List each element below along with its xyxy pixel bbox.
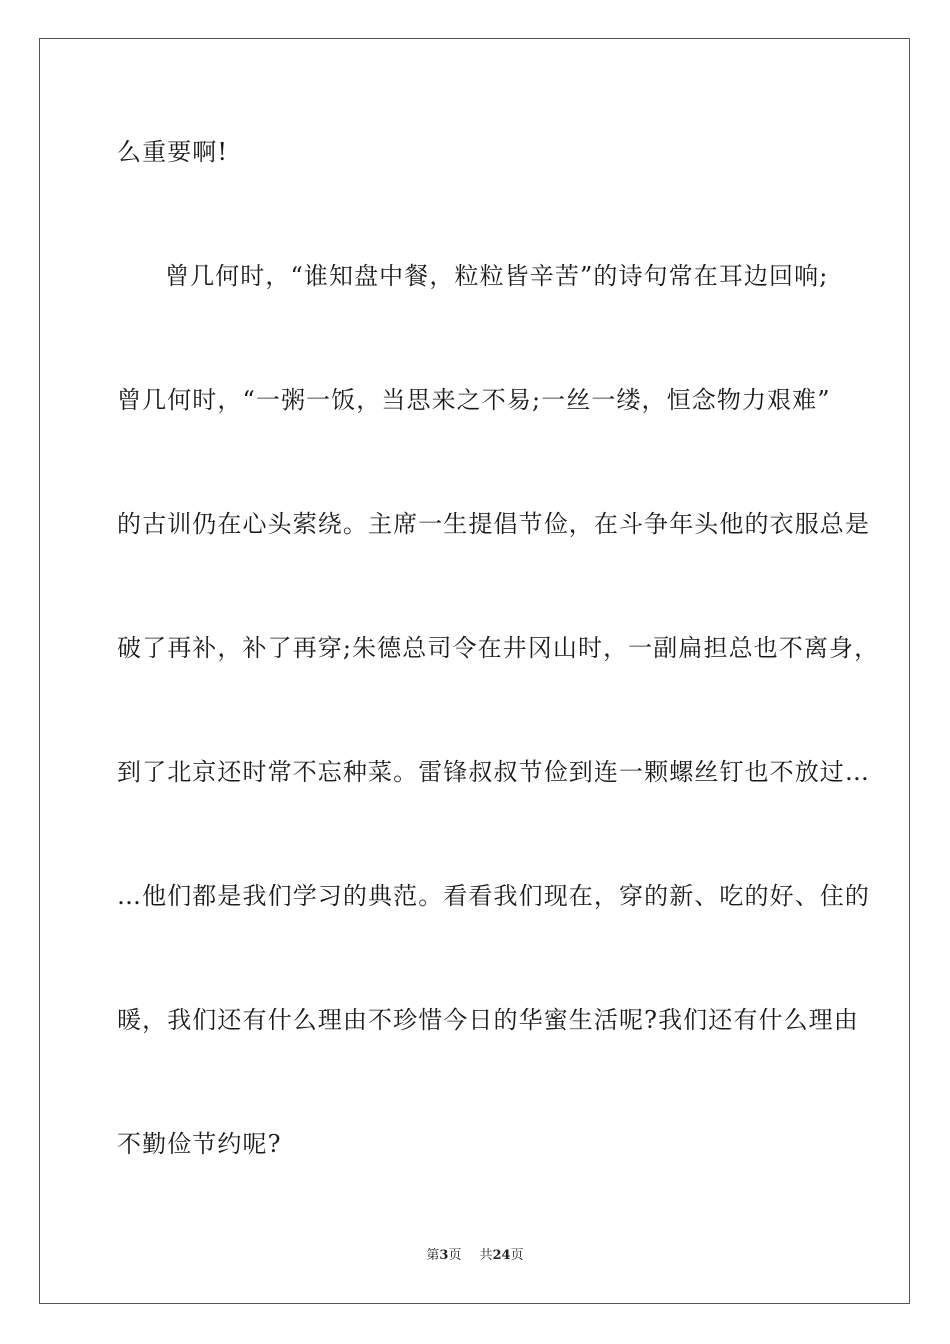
footer-page-number: 3: [439, 1248, 449, 1263]
page-footer: [0, 1247, 950, 1265]
footer-total-suffix: 页: [510, 1248, 524, 1263]
text-line-3: 曾几何时，“一粥一饭，当思来之不易;一丝一缕，恒念物力艰难”: [117, 386, 831, 414]
text-line-9: 不勤俭节约呢?: [117, 1130, 282, 1158]
text-line-2: 曾几何时，“谁知盘中餐，粒粒皆辛苦”的诗句常在耳边回响;: [165, 262, 829, 290]
text-line-4: 的古训仍在心头萦绕。主席一生提倡节俭，在斗争年头他的衣服总是: [117, 510, 870, 538]
footer-page-suffix: 页: [448, 1248, 462, 1263]
footer-page-prefix: 第: [426, 1248, 440, 1263]
footer-total-prefix: 共: [479, 1248, 493, 1263]
text-line-8: 暖，我们还有什么理由不珍惜今日的华蜜生活呢?我们还有什么理由: [117, 1006, 859, 1034]
footer-total-pages: 24: [492, 1248, 511, 1263]
text-line-1: 么重要啊!: [117, 138, 229, 166]
text-line-5: 破了再补，补了再穿;朱德总司令在井冈山时，一副扁担总也不离身，: [117, 634, 880, 662]
text-line-6: 到了北京还时常不忘种菜。雷锋叔叔节俭到连一颗螺丝钉也不放过…: [117, 758, 870, 786]
page-border: [39, 38, 910, 1304]
text-line-7: …他们都是我们学习的典范。看看我们现在，穿的新、吃的好、住的: [117, 882, 870, 910]
